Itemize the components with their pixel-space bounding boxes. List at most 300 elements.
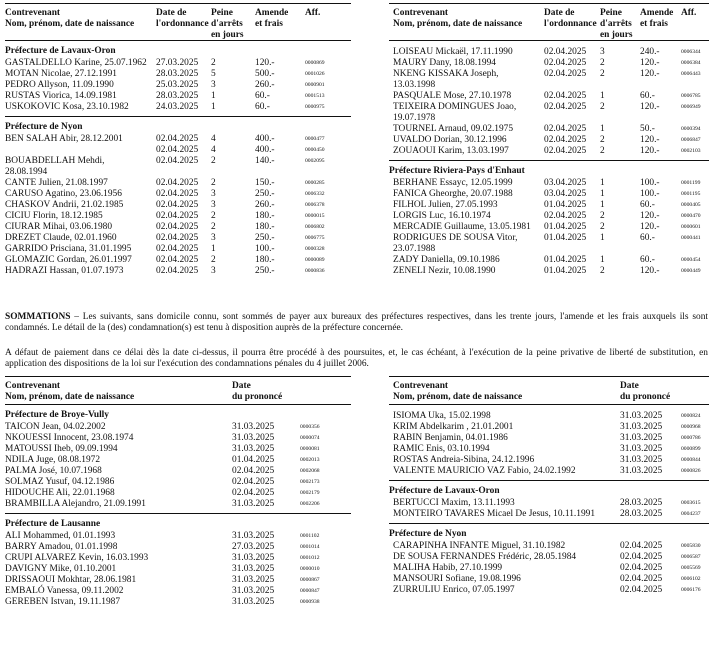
- affaire-number: 0000968: [681, 424, 701, 430]
- peine-jours: 1: [600, 178, 605, 188]
- contrevenant-name: CHASKOV Andrii, 21.02.1985: [5, 200, 124, 210]
- table-body: [389, 405, 709, 596]
- affaire-number: 0006344: [681, 49, 701, 55]
- prononce-date: 02.04.2025: [620, 585, 663, 595]
- amende-frais: 60.-: [640, 255, 655, 265]
- contrevenant-name: PEDRO Allyson, 11.09.1990: [5, 80, 114, 90]
- prononce-date: 31.03.2025: [232, 597, 275, 607]
- prononce-date: 31.03.2025: [232, 499, 275, 509]
- contrevenant-name: GASTALDELLO Karine, 25.07.1962: [5, 58, 147, 68]
- table-row: [5, 553, 351, 564]
- affaire-number: 0002068: [300, 468, 320, 474]
- ordonnance-date: 01.04.2025: [544, 255, 587, 265]
- ordonnance-date: 02.04.2025: [544, 146, 587, 156]
- contrevenant-name: CARAPINHA INFANTE Miguel, 31.10.1982: [393, 541, 566, 551]
- peine-jours: 2: [600, 135, 605, 145]
- amende-frais: 180.-: [255, 255, 275, 265]
- contrevenant-name: MONTEIRO TAVARES Micael De Jesus, 10.11.1991: [393, 509, 596, 519]
- bottom-right-table: [389, 379, 709, 596]
- table-row: [5, 233, 351, 244]
- contrevenant-name: SOLMAZ Yusuf, 04.12.1986: [5, 477, 115, 487]
- affaire-number: 0001102: [300, 533, 320, 539]
- contrevenant-name-cont: 13.03.1998: [393, 80, 436, 90]
- peine-jours: 3: [600, 47, 605, 57]
- peine-jours: 2: [600, 146, 605, 156]
- peine-jours: 1: [211, 244, 216, 254]
- affaire-number: 0006587: [681, 554, 701, 560]
- peine-jours: 3: [211, 266, 216, 276]
- contrevenant-name: RABIN Benjamin, 04.01.1986: [393, 433, 508, 443]
- amende-frais: 180.-: [255, 222, 275, 232]
- ordonnance-date: 02.04.2025: [544, 124, 587, 134]
- amende-frais: 120.-: [640, 146, 660, 156]
- affaire-number: 0000826: [681, 468, 701, 474]
- prononce-date: 02.04.2025: [232, 488, 275, 498]
- prononce-date: 31.03.2025: [232, 531, 275, 541]
- contrevenant-name: GARRIDO Prisciana, 31.01.1995: [5, 244, 132, 254]
- prononce-date: 31.03.2025: [620, 422, 663, 432]
- table-row: [389, 466, 709, 477]
- header-peine: Peine d'arrêts en jours: [211, 8, 244, 40]
- contrevenant-name: USKOKOVIC Kosa, 23.10.1982: [5, 102, 129, 112]
- amende-frais: 260.-: [255, 200, 275, 210]
- table-row: [389, 422, 709, 433]
- amende-frais: 180.-: [255, 211, 275, 221]
- amende-frais: 100.-: [640, 178, 660, 188]
- affaire-number: 0000844: [681, 457, 701, 463]
- peine-jours: 2: [600, 266, 605, 276]
- sommations-text: – Les suivants, sans domicile connu, sont sommés de payer aux bureaux des préfectures respectives, dans les trente jours, l'amende et les frais auxquels ils sont condamnés. Le détail de la (des) condamnation(s) est tenu à disposition auprès de la préfecture concernée.: [5, 312, 708, 333]
- prononce-date: 31.03.2025: [232, 586, 275, 596]
- amende-frais: 60.-: [255, 102, 270, 112]
- table-row: [389, 189, 709, 200]
- bottom-left-table: [5, 379, 351, 608]
- peine-jours: 3: [211, 200, 216, 210]
- affaire-number: 0006332: [305, 191, 325, 197]
- ordonnance-date: 27.03.2025: [156, 58, 199, 68]
- table-row: [5, 102, 351, 113]
- prefecture-title: Préfecture de Nyon: [389, 529, 467, 539]
- contrevenant-name: BERTUCCI Maxim, 13.11.1993: [393, 498, 515, 508]
- table-row: [5, 597, 351, 608]
- affaire-number: 0000601: [681, 224, 701, 230]
- peine-jours: 1: [211, 91, 216, 101]
- amende-frais: 100.-: [255, 244, 275, 254]
- affaire-number: 0000010: [300, 566, 320, 572]
- ordonnance-date: 02.04.2025: [544, 69, 587, 79]
- table-row: [5, 211, 351, 222]
- amende-frais: 120.-: [255, 58, 275, 68]
- ordonnance-date: 24.03.2025: [156, 102, 199, 112]
- peine-jours: 3: [211, 80, 216, 90]
- contrevenant-name: VALENTE MAURICIO VAZ Fabio, 24.02.1992: [393, 466, 576, 476]
- table-row: [5, 488, 351, 499]
- table-row: [5, 466, 351, 477]
- prononce-date: 02.04.2025: [232, 466, 275, 476]
- contrevenant-name-cont: 19.07.1978: [393, 113, 436, 123]
- sommations-title: SOMMATIONS: [5, 312, 71, 322]
- affaire-number: 0000285: [305, 180, 325, 186]
- affaire-number: 0006949: [681, 104, 701, 110]
- header-amende: Amende et frais: [640, 8, 674, 29]
- amende-frais: 240.-: [640, 47, 660, 57]
- table-row: [389, 178, 709, 189]
- amende-frais: 400.-: [255, 145, 275, 155]
- table-row: [389, 552, 709, 563]
- ordonnance-date: 01.04.2025: [544, 200, 587, 210]
- contrevenant-name: BEN SALAH Abir, 28.12.2001: [5, 134, 123, 144]
- contrevenant-name-cont: 28.08.1994: [5, 167, 48, 177]
- ordonnance-date: 02.04.2025: [156, 200, 199, 210]
- table-body: [5, 410, 351, 608]
- amende-frais: 50.-: [640, 124, 655, 134]
- table-row: [5, 91, 351, 102]
- contrevenant-name: HADRAZI Hassan, 01.07.1973: [5, 266, 124, 276]
- contrevenant-name: EMBALÓ Vanessa, 09.11.2002: [5, 586, 124, 596]
- affaire-number: 0004237: [681, 511, 701, 517]
- affaire-number: 0006176: [681, 587, 701, 593]
- contrevenant-name: DRISSAOUI Mokhtar, 28.06.1981: [5, 575, 137, 585]
- table-body: [389, 41, 709, 277]
- top-right-table: [389, 6, 709, 277]
- affaire-number: 0000015: [305, 213, 325, 219]
- affaire-number: 0006378: [305, 202, 325, 208]
- peine-jours: 3: [211, 233, 216, 243]
- affaire-number: 0001513: [305, 93, 325, 99]
- affaire-number: 0001195: [681, 191, 701, 197]
- contrevenant-name: RUSTAS Viorica, 14.09.1981: [5, 91, 117, 101]
- prononce-date: 31.03.2025: [620, 433, 663, 443]
- table-row: [5, 266, 351, 277]
- amende-frais: 120.-: [640, 135, 660, 145]
- prononce-date: 28.03.2025: [620, 498, 663, 508]
- peine-jours: 2: [600, 58, 605, 68]
- header-contrevenant: Contrevenant Nom, prénom, date de naissance: [5, 8, 135, 29]
- affaire-number: 0002206: [300, 501, 320, 507]
- affaire-number: 0000867: [300, 577, 320, 583]
- affaire-number: 0001014: [300, 544, 320, 550]
- table-row: [389, 255, 709, 266]
- prefecture-title: Préfecture de Lavaux-Oron: [389, 486, 500, 496]
- affaire-number: 0000081: [300, 446, 320, 452]
- contrevenant-name: NKOUESSI Innocent, 23.08.1974: [5, 433, 134, 443]
- ordonnance-date: 02.04.2025: [544, 135, 587, 145]
- header-date: Date de l'ordonnance: [544, 8, 597, 29]
- contrevenant-name: TAICON Jean, 04.02.2002: [5, 422, 106, 432]
- table-row: [5, 455, 351, 466]
- ordonnance-date: 02.04.2025: [156, 255, 199, 265]
- table-row: [5, 255, 351, 266]
- affaire-number: 0000975: [305, 104, 325, 110]
- table-row: [5, 58, 351, 69]
- header-contrevenant: Contrevenant Nom, prénom, date de naissance: [5, 381, 135, 402]
- table-row: [5, 80, 351, 91]
- amende-frais: 60.-: [640, 91, 655, 101]
- section-divider: [389, 523, 709, 524]
- affaire-number: 0000901: [305, 82, 325, 88]
- ordonnance-date: 02.04.2025: [544, 91, 587, 101]
- ordonnance-date: 01.04.2025: [544, 233, 587, 243]
- amende-frais: 120.-: [640, 69, 660, 79]
- prefecture-title: Préfecture de Lausanne: [5, 519, 101, 529]
- table-row: [389, 585, 709, 596]
- contrevenant-name: TOURNEL Arnaud, 09.02.1975: [393, 124, 514, 134]
- affaire-number: 0000847: [300, 588, 320, 594]
- amende-frais: 120.-: [640, 266, 660, 276]
- affaire-number: 0006102: [681, 576, 701, 582]
- ordonnance-date: 02.04.2025: [544, 47, 587, 57]
- peine-jours: 2: [211, 211, 216, 221]
- section-divider: [389, 480, 709, 481]
- contrevenant-name: ALI Mohammed, 01.01.1993: [5, 531, 116, 541]
- table-row: [5, 156, 351, 178]
- table-row: [389, 58, 709, 69]
- peine-jours: 1: [600, 91, 605, 101]
- ordonnance-date: 02.04.2025: [156, 156, 199, 166]
- contrevenant-name: MALIHA Habib, 27.10.1999: [393, 563, 503, 573]
- table-row: [389, 69, 709, 91]
- peine-jours: 1: [600, 124, 605, 134]
- ordonnance-date: 02.04.2025: [156, 189, 199, 199]
- peine-jours: 3: [211, 189, 216, 199]
- contrevenant-name: NKENG KISSAKA Joseph,: [393, 69, 499, 79]
- header-date: Date de l'ordonnance: [156, 8, 209, 29]
- contrevenant-name: MANSOURI Sofiane, 19.08.1996: [393, 574, 521, 584]
- contrevenant-name: ZOUAOUI Karim, 13.03.1997: [393, 146, 509, 156]
- affaire-number: 0003615: [681, 500, 701, 506]
- contrevenant-name: RAMIC Enis, 03.10.1994: [393, 444, 490, 454]
- ordonnance-date: 02.04.2025: [544, 58, 587, 68]
- affaire-number: 0000470: [681, 213, 701, 219]
- table-row: [389, 266, 709, 277]
- prefecture-title: Préfecture de Broye-Vully: [5, 410, 109, 420]
- table-row: [5, 433, 351, 444]
- affaire-number: 0001199: [681, 180, 701, 186]
- affaire-number: 0006384: [681, 60, 701, 66]
- affaire-number: 0000824: [681, 413, 701, 419]
- table-row: [389, 498, 709, 509]
- peine-jours: 1: [600, 233, 605, 243]
- affaire-number: 0000089: [305, 257, 325, 263]
- table-row: [5, 575, 351, 586]
- affaire-number: 0000441: [681, 235, 701, 241]
- affaire-number: 0001012: [300, 555, 320, 561]
- table-body: [5, 46, 351, 277]
- affaire-number: 0000449: [681, 268, 701, 274]
- amende-frais: 60.-: [255, 91, 270, 101]
- contrevenant-name: LOISEAU Mickaël, 17.11.1990: [393, 47, 513, 57]
- table-row: [5, 189, 351, 200]
- header-date: Date du prononcé: [232, 381, 283, 402]
- contrevenant-name: RODRIGUES DE SOUSA Vitor,: [393, 233, 518, 243]
- contrevenant-name: CICIU Florin, 18.12.1985: [5, 211, 103, 221]
- contrevenant-name: CIURAR Mihai, 03.06.1980: [5, 222, 113, 232]
- peine-jours: 2: [211, 156, 216, 166]
- contrevenant-name: CARUSO Agatino, 23.06.1956: [5, 189, 122, 199]
- contrevenant-name: CANTE Julien, 21.08.1997: [5, 178, 108, 188]
- table-row: [5, 499, 351, 510]
- affaire-number: 0002179: [300, 490, 320, 496]
- contrevenant-name: MERCADIE Guillaume, 13.05.1981: [393, 222, 531, 232]
- amende-frais: 120.-: [640, 211, 660, 221]
- contrevenant-name: GEREBEN Istvan, 19.11.1987: [5, 597, 121, 607]
- contrevenant-name-cont: 23.07.1988: [393, 244, 436, 254]
- prononce-date: 01.04.2025: [232, 455, 275, 465]
- affaire-number: 0002095: [305, 158, 325, 164]
- ordonnance-date: 02.04.2025: [156, 222, 199, 232]
- table-row: [5, 200, 351, 211]
- table-row: [389, 91, 709, 102]
- peine-jours: 2: [600, 69, 605, 79]
- peine-jours: 2: [211, 255, 216, 265]
- affaire-number: 0000450: [305, 147, 325, 153]
- table-row: [5, 69, 351, 80]
- contrevenant-name: PASQUALE Mose, 27.10.1978: [393, 91, 512, 101]
- prononce-date: 31.03.2025: [232, 422, 275, 432]
- amende-frais: 60.-: [640, 233, 655, 243]
- affaire-number: 0006785: [681, 93, 701, 99]
- contrevenant-name: MAURY Dany, 18.08.1994: [393, 58, 496, 68]
- prononce-date: 31.03.2025: [620, 466, 663, 476]
- peine-jours: 2: [211, 58, 216, 68]
- ordonnance-date: 02.04.2025: [156, 266, 199, 276]
- table-header: [389, 379, 709, 405]
- prononce-date: 31.03.2025: [232, 553, 275, 563]
- table-row: [389, 574, 709, 585]
- table-row: [389, 211, 709, 222]
- contrevenant-name: FANICA Gheorghe, 20.07.1988: [393, 189, 513, 199]
- contrevenant-name: MATOUSSI Iheb, 09.09.1994: [5, 444, 118, 454]
- affaire-number: 0000328: [305, 246, 325, 252]
- peine-jours: 5: [211, 69, 216, 79]
- affaire-number: 0002013: [300, 457, 320, 463]
- top-left-table: [5, 6, 351, 277]
- table-row: [5, 477, 351, 488]
- table-row: [389, 233, 709, 255]
- amende-frais: 120.-: [640, 58, 660, 68]
- contrevenant-name: KRIM Abdelkarim , 21.01.2001: [393, 422, 514, 432]
- affaire-number: 0002103: [681, 148, 701, 154]
- table-row: [389, 135, 709, 146]
- table-row: [389, 411, 709, 422]
- prononce-date: 28.03.2025: [620, 509, 663, 519]
- ordonnance-date: 02.04.2025: [156, 244, 199, 254]
- amende-frais: 140.-: [255, 156, 275, 166]
- amende-frais: 260.-: [255, 80, 275, 90]
- prononce-date: 31.03.2025: [232, 444, 275, 454]
- default-payment-paragraph: A défaut de paiement dans ce délai dès la date ci-dessus, il pourra être procédé à des poursuites, et, le cas échéant, à l'exécution de la peine privative de liberté de substitution, en application des dispositions de la loi sur l'exécution des condamnations pénales du 4 juillet 2006.: [5, 348, 708, 369]
- header-aff: Aff.: [681, 8, 697, 18]
- section-divider: [389, 160, 709, 161]
- contrevenant-name: UVALDO Dorian, 30.12.1996: [393, 135, 507, 145]
- peine-jours: 4: [211, 145, 216, 155]
- prononce-date: 31.03.2025: [620, 444, 663, 454]
- contrevenant-name: BERHANE Essayc, 12.05.1999: [393, 178, 513, 188]
- table-row: [5, 178, 351, 189]
- table-header: [5, 379, 351, 405]
- table-row: [389, 541, 709, 552]
- table-row: [389, 102, 709, 124]
- table-row: [389, 47, 709, 58]
- affaire-number: 0005569: [681, 565, 701, 571]
- section-divider: [5, 513, 351, 514]
- contrevenant-name: BRAMBILLA Alejandro, 21.09.1991: [5, 499, 146, 509]
- affaire-number: 0006847: [681, 137, 701, 143]
- prononce-date: 31.03.2025: [620, 455, 663, 465]
- amende-frais: 100.-: [640, 189, 660, 199]
- table-row: [5, 564, 351, 575]
- ordonnance-date: 25.03.2025: [156, 80, 199, 90]
- ordonnance-date: 03.04.2025: [544, 178, 587, 188]
- peine-jours: 2: [600, 102, 605, 112]
- affaire-number: 0006775: [305, 235, 325, 241]
- amende-frais: 120.-: [640, 222, 660, 232]
- contrevenant-name: FILHOL Julien, 27.05.1993: [393, 200, 498, 210]
- contrevenant-name: HIDOUCHE Ali, 22.01.1968: [5, 488, 115, 498]
- header-contrevenant: Contrevenant Nom, prénom, date de naissance: [393, 8, 523, 29]
- ordonnance-date: 01.04.2025: [544, 266, 587, 276]
- contrevenant-name: ROSTAS Andreia-Sibina, 24.12.1996: [393, 455, 535, 465]
- prefecture-title: Préfecture de Nyon: [5, 122, 83, 132]
- contrevenant-name: ZURRULIU Enrico, 07.05.1997: [393, 585, 515, 595]
- prononce-date: 02.04.2025: [232, 477, 275, 487]
- table-row: [389, 509, 709, 520]
- table-row: [5, 244, 351, 255]
- affaire-number: 0000938: [300, 599, 320, 605]
- peine-jours: 1: [600, 189, 605, 199]
- amende-frais: 400.-: [255, 134, 275, 144]
- prefecture-title: Préfecture Riviera-Pays d'Enhaut: [389, 166, 525, 176]
- peine-jours: 2: [600, 211, 605, 221]
- contrevenant-name: BOUABDELLAH Mehdi,: [5, 156, 105, 166]
- ordonnance-date: 28.03.2025: [156, 91, 199, 101]
- amende-frais: 250.-: [255, 189, 275, 199]
- contrevenant-name: NDILA Juge, 08.08.1972: [5, 455, 101, 465]
- affaire-number: 0000869: [305, 60, 325, 66]
- peine-jours: 2: [211, 178, 216, 188]
- table-row: [389, 124, 709, 135]
- prononce-date: 27.03.2025: [232, 542, 275, 552]
- contrevenant-name: DREZET Claude, 02.01.1960: [5, 233, 117, 243]
- sommations-paragraph: [5, 312, 708, 334]
- prefecture-title: Préfecture de Lavaux-Oron: [5, 46, 116, 56]
- table-header: [5, 6, 351, 41]
- affaire-number: 0000454: [681, 257, 701, 263]
- contrevenant-name: DE SOUSA FERNANDES Frédéric, 28.05.1984: [393, 552, 577, 562]
- contrevenant-name: BARRY Amadou, 01.01.1998: [5, 542, 118, 552]
- table-row: [389, 455, 709, 466]
- prononce-date: 31.03.2025: [232, 564, 275, 574]
- peine-jours: 4: [211, 134, 216, 144]
- ordonnance-date: 02.04.2025: [544, 211, 587, 221]
- ordonnance-date: 02.04.2025: [156, 134, 199, 144]
- contrevenant-name: ISIOMA Uka, 15.02.1998: [393, 411, 491, 421]
- header-amende: Amende et frais: [255, 8, 289, 29]
- ordonnance-date: 02.04.2025: [156, 178, 199, 188]
- table-row: [5, 134, 351, 156]
- amende-frais: 250.-: [255, 266, 275, 276]
- affaire-number: 0000394: [681, 126, 701, 132]
- amende-frais: 250.-: [255, 233, 275, 243]
- table-row: [5, 542, 351, 553]
- header-date: Date du prononcé: [620, 381, 671, 402]
- ordonnance-date: 03.04.2025: [544, 189, 587, 199]
- prononce-date: 31.03.2025: [232, 433, 275, 443]
- peine-jours: 2: [211, 222, 216, 232]
- ordonnance-date: 02.04.2025: [544, 102, 587, 112]
- table-header: [389, 6, 709, 41]
- ordonnance-date: 02.04.2025: [156, 233, 199, 243]
